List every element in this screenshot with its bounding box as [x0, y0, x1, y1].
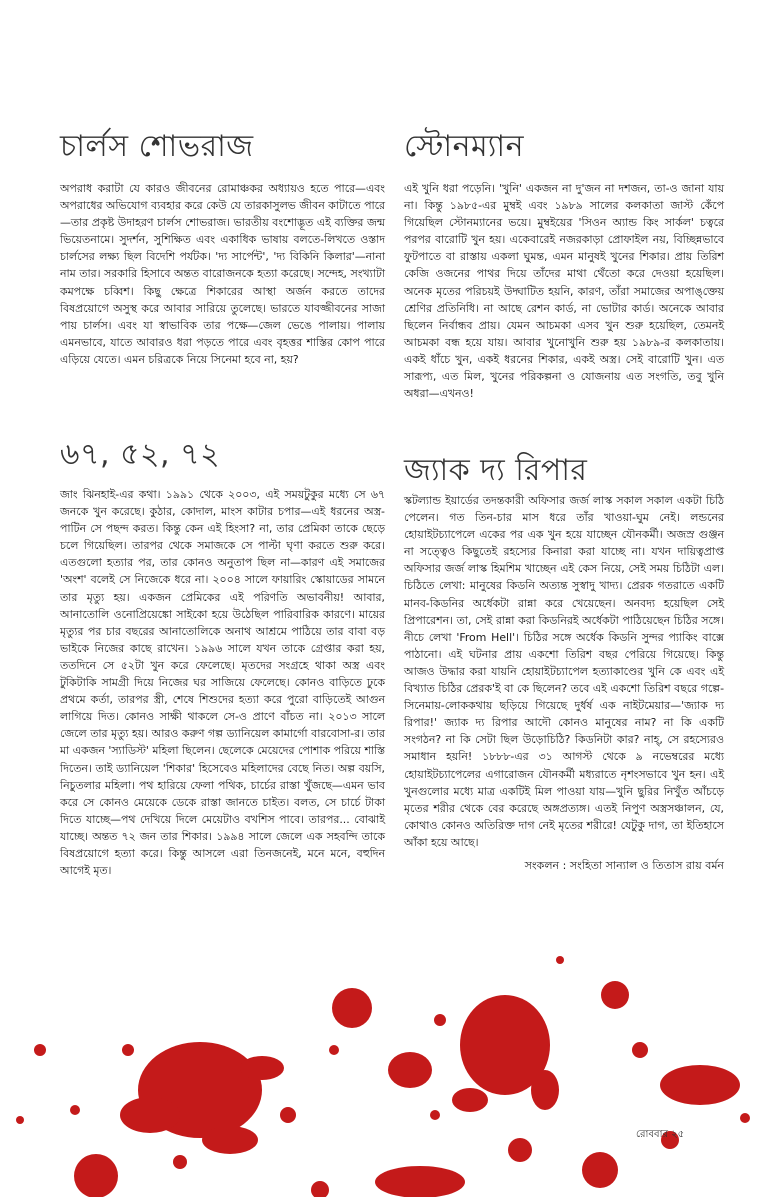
section-ripper	[404, 492, 724, 876]
sobhraj-body: অপরাধ করাটা যে কারও জীবনের রোমাঞ্চকর অধ্যায়ও হতে পারে—এবং অপরাধের অভিযোগ ব্যবহার করে কেউ যে তারকাসুলভ জীবন কাটাতে পারে—তার প্রকৃষ্ট উদাহরণ চার্লস শোভরাজ। ভারতীয় বংশোদ্ভূত এই ব্যক্তির জন্ম ভিয়েতনামে। সুদর্শন, সুশিক্ষিত এবং একাধিক ভাষায় বলতে-লিখতে ওস্তাদ চার্লসের লক্ষ্য ছিল বিদেশি পর্যটক। 'দ্য সার্পেন্ট', 'দ্য বিকিনি কিলার'—নানা নাম তার। সরকারি হিসাবে অন্তত বারোজনকে হত্যা করেছে। সন্দেহ, সংখ্যাটা কমপক্ষে চব্বিশ। কিছু ক্ষেত্রে শিকারের আস্থা অর্জন করতে তাদের বিষপ্রয়োগে অসুস্থ করে আবার সারিয়ে তুলেছে। ভারতে যাবজ্জীবনের সাজা পায় চার্লস। এবং যা স্বাভাবিক তার পক্ষে—জেল ভেঙে পালায়। পালায় এমনভাবে, যাতে আবারও ধরা পড়তে পারে এবং বৃহত্তর শাস্তির কোপ পারে এড়িয়ে যেতে। এমন চরিত্রকে নিয়ে সিনেমা হবে না, হয়?	[60, 182, 385, 366]
numbers-body: জাং ঝিনহাই-এর কথা। ১৯৯১ থেকে ২০০৩, এই সময়টুকুর মধ্যে সে ৬৭ জনকে খুন করেছে। কুঠার, কোদাল, মাংস কাটার চপার—এই ধরনের অস্ত্র-পাটিন সে পছন্দ করত। কিন্তু কেন এই হিংসা? না, তার প্রেমিকা তাকে ছেড়ে চলে গিয়েছিল। তারপর থেকে সমাজকে সে পাল্টা ঘৃণা করতে শুরু করে। এতগুলো হত্যার পর, তার কোনও অনুতাপ ছিল না—কারণ এই সমাজের 'অংশ' বলেই সে নিজেকে ধরে না। ২০০৪ সালে ফায়ারিং স্কোয়াডের সামনে তার মৃত্যু হয়। একজন প্রেমিকের এই পরিণতি অভাবনীয়! আবার, আনাতোলি ওনোপ্রিয়েঙ্কো সাইকো হয়ে উঠেছিল পারিবারিক কারণে। মায়ের মৃত্যুর পর চার বছরের আনাতোলিকে অনাথ আশ্রমে পাঠিয়ে তার বাবা বড় ভাইকে নিজের কাছে রাখেন। ১৯৯৬ সালে যখন তাকে গ্রেপ্তার করা হয়, ততদিনে সে ৫২টা খুন করে ফেলেছে। মৃতদের সংগ্রহে থাকা অস্ত্র এবং টুকিটাকি সামগ্রী দিয়ে নিজের ঘর সাজিয়ে ফেলেছে। কোনও বাড়িতে ঢুকে প্রথমে কর্তা, তারপর স্ত্রী, শেষে শিশুদের হত্যা করে পুরো বাড়িতেই আগুন লাগিয়ে দিত। কোনও সাক্ষী থাকলে সে-ও প্রাণে বাঁচত না। ২০১৩ সালে জেলে তার মৃত্যু হয়। আরও করুণ গল্প ড্যানিয়েল কামার্গো বারবোসা-র। তার মা একজন 'স্যাডিস্ট' মহিলা ছিলেন। ছেলেকে মেয়েদের পোশাক পরিয়ে শাস্তি দিতেন। তাই ড্যানিয়েল 'শিকার' হিসেবেও মহিলাদের বেছে নিত। অল্প বয়সি, নিচুতলার মহিলা। পথ হারিয়ে ফেলা পথিক, চার্চের রাস্তা খুঁজছে—এমন ভাব করে সে কোনও মেয়েকে ডেকে রাস্তা জানতে চাইত। বলত, সে চার্চে টাকা দিতে যাচ্ছে—পথ দেখিয়ে দিলে মেয়েটাও বখশিস পাবে। তারপর... বোঝাই যাচ্ছে। অন্তত ৭২ জন তার শিকার। ১৯৯৪ সালে জেলে এক সহবন্দি তাকে বিষপ্রয়োগে হত্যা করে। কিন্তু আসলে এরা তিনজনেই, মনে মনে, বহুদিন আগেই মৃত।	[60, 488, 385, 878]
stoneman-title: স্টোনম্যান	[404, 129, 524, 164]
stoneman-body: এই খুনি ধরা পড়েনি। 'খুনি' একজন না দু'জন না দশজন, তা-ও জানা যায় না। কিন্তু ১৯৮৫-এর মুম্বই এবং ১৯৮৯ সালের কলকাতা জাস্ট কেঁপে গিয়েছিল স্টোনম্যানের ভয়ে। মুম্বইয়ের 'সিওন অ্যান্ড কিং সার্কল' চত্বরে পরপর বারোটি খুন হয়। একেবারেই নজরকাড়া প্রোফাইল নয়, বিচ্ছিন্নভাবে ফুটপাতে বা রাস্তায় একলা ঘুমন্ত, এমন মানুষই খুনের শিকার। প্রায় তিরিশ কেজি ওজনের পাথর দিয়ে তাঁদের মাথা থেঁতো করে দেওয়া হয়েছিল। অনেক মৃতের পরিচয়ই উদ্ঘাটিত হয়নি, কারণ, তাঁরা সমাজের অপাঙ্‌ক্তেয় শ্রেণির প্রতিনিধি। না আছে রেশন কার্ড, না ভোটার কার্ড। অনেকে আবার ছিলেন নির্বান্ধব প্রায়। যেমন আচমকা এসব খুন শুরু হয়েছিল, তেমনই আচমকা বন্ধ হয়ে যায়। আবার খুনোখুনি শুরু হয় ১৯৮৯-র কলকাতায়। একই ধাঁচে খুন, একই ধরনের শিকার, একই অস্ত্র। সেই বারোটি খুন। এত সারূপ্য, এত মিল, খুনের পরিকল্পনা ও যোজনায় এত সংগতি, তবু খুনি অধরা—এখনও!	[404, 182, 724, 401]
ripper-title: জ্যাক দ্য রিপার	[404, 453, 588, 488]
blood-splatter-illustration	[0, 900, 770, 1197]
credit-line: সংকলন : সংহিতা সান্যাল ও তিতাস রায় বর্মন	[524, 858, 724, 872]
numbers-title: ৬৭, ৫২, ৭২	[60, 437, 221, 472]
section-stoneman	[404, 126, 724, 402]
section-sobhraj	[60, 126, 385, 368]
sobhraj-title: চার্লস শোভরাজ	[60, 129, 254, 164]
ripper-body: স্কটল্যান্ড ইয়ার্ডের তদন্তকারী অফিসার জর্জ লাস্ক সকাল সকাল একটা চিঠি পেলেন। গত তিন-চার মাস ধরে তাঁর খাওয়া-ঘুম নেই। লন্ডনের হোয়াইটচ্যাপেলে একের পর এক খুন হয়ে যাচ্ছেন যৌনকর্মী। অজস্র গুঞ্জন না সত্ত্বেও কিছুতেই রহস্যের কিনারা করা যাচ্ছে না। যখন দায়িত্বপ্রাপ্ত অফিসার জর্জ লাস্ক হিমশিম খাচ্ছেন এই কেস নিয়ে, সেই সময় চিঠিটা এল। চিঠিতে লেখা: মানুষের কিডনি অত্যন্ত সুস্বাদু খাদ্য। প্রেরক গতরাতে একটি মানব-কিডনির অর্ধেকটা রান্না করে খেয়েছেন। অনবদ্য হয়েছিল সেই প্রিপারেশন। তা, সেই রান্না করা কিডনিরই অর্ধেকটা পাঠিয়েছেন চিঠির সঙ্গে। নীচে লেখা 'From Hell'। চিঠির সঙ্গে অর্ধেক কিডনি সুন্দর প্যাকিং বাক্সে পাঠানো। এই ঘটনার প্রায় একশো তিরিশ বছর পেরিয়ে গিয়েছে। কিন্তু আজও উদ্ধার করা যায়নি হোয়াইটচ্যাপেল হত্যাকাণ্ডের খুনি কে এবং এই বিখ্যাত চিঠির প্রেরক'ই বা কে ছিলেন? তবে এই একশো তিরিশ বছরে গল্পে-সিনেমায়-লোককথায় ছড়িয়ে গিয়েছে দুর্ধর্ষ এক নাইটমেয়ার—'জ্যাক দ্য রিপার!' জ্যাক দ্য রিপার আদৌ কোনও মানুষের নাম? না কি একটি সংগঠন? না কি সেটা ছিল উড়োচিঠি? কিডনিটা কার? নাহ্‌, সে রহস্যেরও সমাধান হয়নি! ১৮৮৮-এর ৩১ আগস্ট থেকে ৯ নভেম্বরের মধ্যে হোয়াইটচ্যাপেলের এগারোজন যৌনকর্মী মধ্যরাতে নৃশংসভাবে খুন হন। এই খুনগুলোর মধ্যে মাত্র একটিই মিল পাওয়া যায়—খুনি ছুরির নিখুঁত আঁচড়ে মৃতের শরীর থেকে বের করেছে অঙ্গপ্রত্যঙ্গ। এতই নিপুণ অস্ত্রসঞ্চালন, যে, কোথাও কোনও অতিরিক্ত দাগ নেই মৃতের শরীরে! যেটুকু দাগ, তা ইতিহাসে আঁকা হয়ে আছে।	[404, 494, 724, 849]
page-footer: রোববার ২৫	[636, 1129, 685, 1140]
